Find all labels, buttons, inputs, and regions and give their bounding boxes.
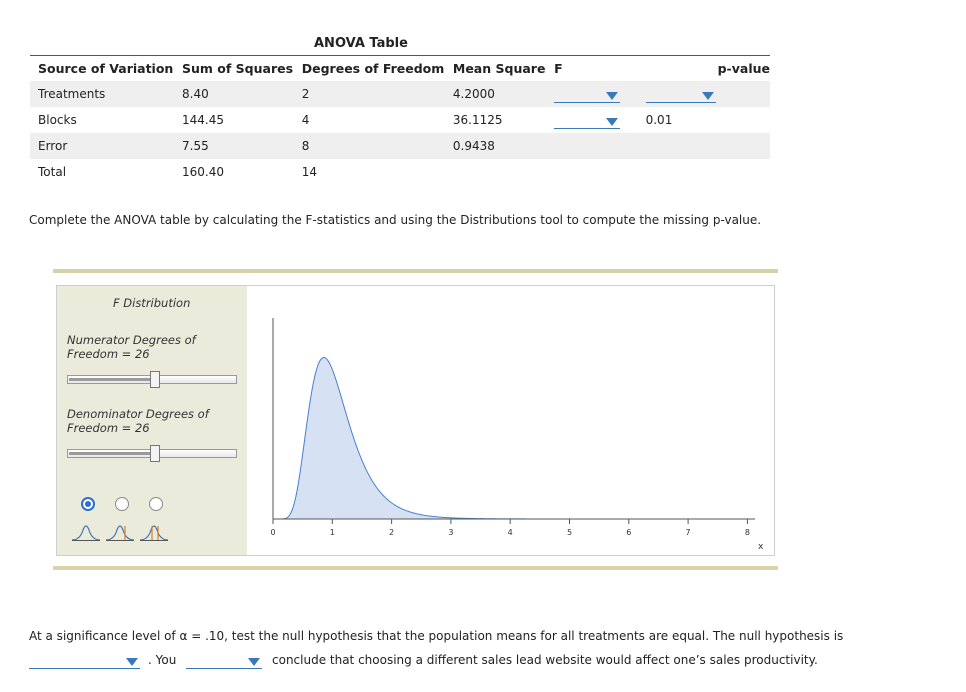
row-df: 4 bbox=[301, 113, 310, 127]
table-row-treatments bbox=[30, 81, 770, 107]
x-tick-label: 0 bbox=[270, 528, 276, 537]
x-tick-label: 6 bbox=[626, 528, 632, 537]
row-p bbox=[622, 159, 770, 185]
left-tail-distribution-icon bbox=[71, 522, 101, 542]
row-f bbox=[546, 159, 621, 185]
row-ss: 144.45 bbox=[182, 113, 225, 127]
chevron-down-icon bbox=[606, 92, 618, 100]
row-df: 14 bbox=[301, 165, 318, 179]
row-p bbox=[622, 133, 770, 159]
anova-table bbox=[30, 55, 770, 185]
you-conclude-dropdown[interactable] bbox=[186, 652, 262, 669]
row-ms: 0.9438 bbox=[445, 133, 546, 159]
chevron-down-icon bbox=[126, 658, 138, 666]
conclusion-end-text: conclude that choosing a different sales lead website would affect one’s sales productivity. bbox=[272, 653, 818, 667]
row-source: Error bbox=[30, 133, 174, 159]
numerator-df-label: Numerator Degrees of Freedom = 26 bbox=[67, 333, 196, 361]
x-tick-label: 1 bbox=[329, 528, 335, 537]
header-f: F bbox=[554, 61, 563, 76]
x-tick-label: 3 bbox=[448, 528, 454, 537]
row-f bbox=[546, 133, 621, 159]
header-ss: Sum of Squares bbox=[182, 61, 294, 76]
radio-left-tail[interactable] bbox=[81, 497, 95, 511]
row-ss: 7.55 bbox=[174, 133, 294, 159]
row-source: Total bbox=[38, 165, 67, 179]
x-tick-label: 5 bbox=[566, 528, 573, 537]
table-row-total bbox=[30, 159, 770, 185]
row-ms: 4.2000 bbox=[445, 81, 546, 107]
denominator-df-label: Denominator Degrees of Freedom = 26 bbox=[67, 407, 209, 435]
f-distribution-plot bbox=[247, 286, 774, 555]
chevron-down-icon bbox=[606, 118, 618, 126]
header-ms: Mean Square bbox=[452, 61, 546, 76]
x-axis-label: x bbox=[758, 542, 764, 552]
chevron-down-icon bbox=[702, 92, 714, 100]
radio-two-tail[interactable] bbox=[115, 497, 129, 511]
conclusion-row bbox=[29, 652, 929, 672]
header-source: Source of Variation bbox=[38, 61, 174, 76]
instructions-text: Complete the ANOVA table by calculating the F-statistics and using the Distributions tool to compute the missing p-value. bbox=[29, 213, 762, 227]
numerator-slider-handle[interactable] bbox=[150, 371, 160, 388]
distributions-tool bbox=[56, 285, 775, 556]
row-p-cell bbox=[622, 81, 770, 107]
row-ms: 36.1125 bbox=[452, 113, 503, 127]
denominator-slider-handle[interactable] bbox=[150, 445, 160, 462]
slider-fill bbox=[69, 452, 153, 455]
blocks-p-value: 0.01 bbox=[645, 113, 673, 127]
two-tail-distribution-icon bbox=[105, 522, 135, 542]
row-df: 2 bbox=[294, 81, 445, 107]
slider-fill bbox=[69, 378, 153, 381]
tool-controls-panel bbox=[57, 286, 247, 555]
x-tick-label: 7 bbox=[685, 528, 691, 537]
x-tick-label: 4 bbox=[507, 528, 513, 537]
plot-area bbox=[273, 358, 753, 520]
row-source: Blocks bbox=[38, 113, 77, 127]
blocks-f-dropdown[interactable] bbox=[554, 112, 620, 129]
numerator-df-slider[interactable] bbox=[67, 375, 237, 384]
x-tick-label: 8 bbox=[744, 528, 750, 537]
x-axis-ticks bbox=[270, 519, 749, 537]
row-source: Treatments bbox=[30, 81, 174, 107]
row-f-cell bbox=[546, 81, 621, 107]
tool-title: F Distribution bbox=[113, 296, 191, 310]
row-f-cell bbox=[546, 107, 621, 133]
top-divider-bar bbox=[53, 269, 778, 273]
bottom-divider-bar bbox=[53, 566, 778, 570]
denominator-df-slider[interactable] bbox=[67, 449, 237, 458]
treatments-f-dropdown[interactable] bbox=[554, 86, 620, 103]
radio-right-tail[interactable] bbox=[149, 497, 163, 511]
header-p-value: p-value bbox=[717, 61, 770, 76]
row-ss: 8.40 bbox=[174, 81, 294, 107]
header-df: Degrees of Freedom bbox=[301, 61, 445, 76]
row-ms bbox=[445, 159, 546, 185]
row-ss: 160.40 bbox=[182, 165, 225, 179]
x-tick-label: 2 bbox=[389, 528, 395, 537]
table-header-row bbox=[30, 56, 770, 82]
row-df: 8 bbox=[294, 133, 445, 159]
treatments-p-value-dropdown[interactable] bbox=[646, 86, 716, 103]
density-area bbox=[273, 358, 753, 520]
conclusion-sentence: At a significance level of α = .10, test the null hypothesis that the population means for all treatments are equal. The null hypothesis is bbox=[29, 629, 844, 643]
null-hypothesis-dropdown[interactable] bbox=[29, 652, 140, 669]
table-row-error bbox=[30, 133, 770, 159]
chevron-down-icon bbox=[248, 658, 260, 666]
conclusion-mid-text: . You bbox=[148, 653, 177, 667]
anova-table-title: ANOVA Table bbox=[314, 36, 408, 51]
table-row-blocks bbox=[30, 107, 770, 133]
right-tail-distribution-icon bbox=[139, 522, 169, 542]
row-p-value bbox=[622, 107, 770, 133]
